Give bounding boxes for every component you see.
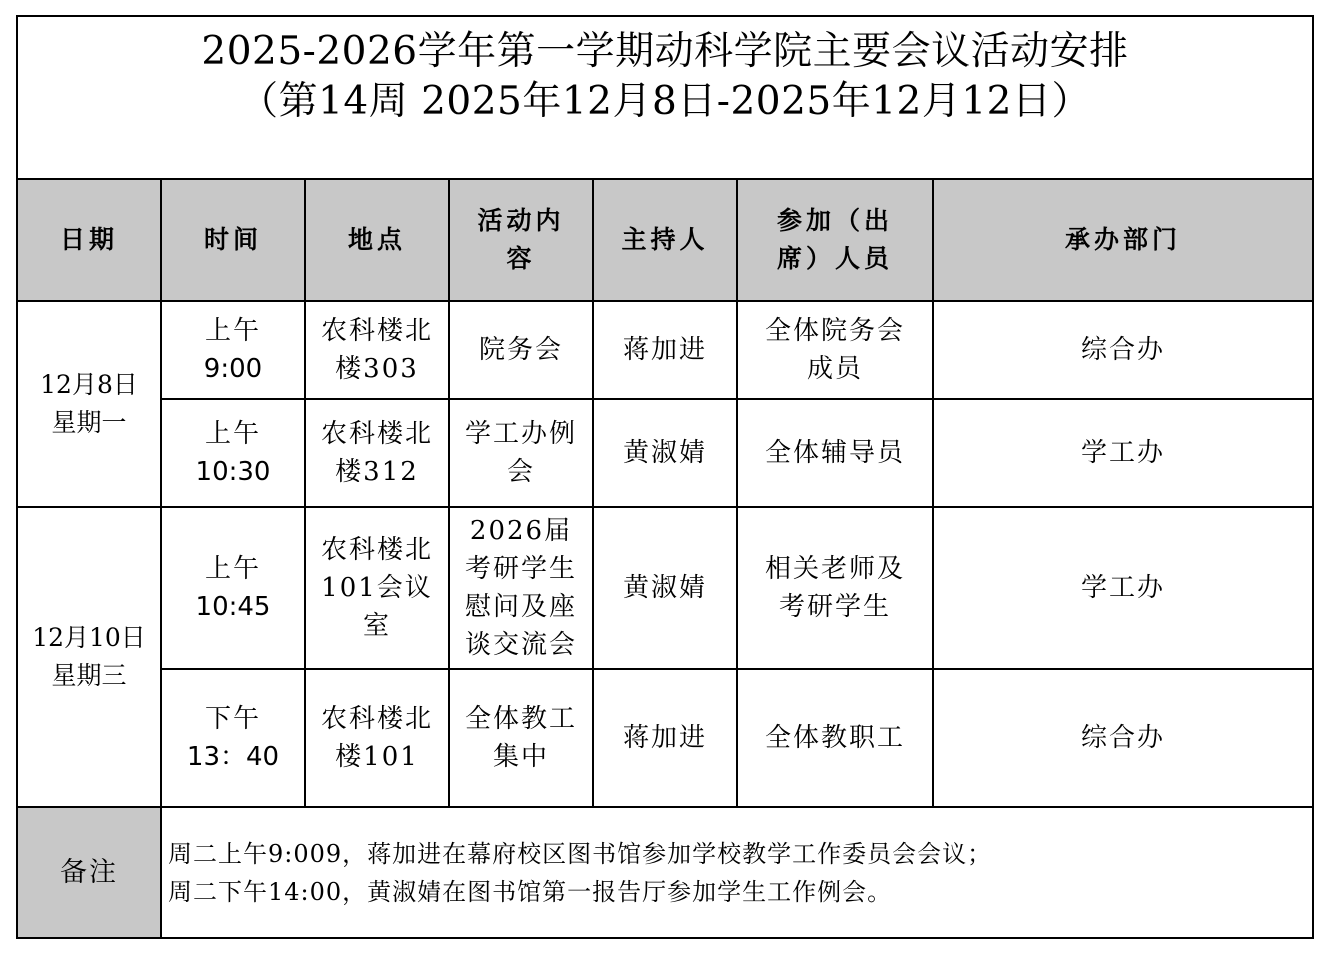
page-title: 2025-2026学年第一学期动科学院主要会议活动安排 xyxy=(201,29,1129,74)
header-attendees: 参加（出席）人员 xyxy=(737,179,933,301)
header-content: 活动内容 xyxy=(449,179,593,301)
note-line: 周二下午14:00，黄淑婧在图书馆第一报告厅参加学生工作例会。 xyxy=(168,877,893,906)
host-cell: 蒋加进 xyxy=(593,301,737,399)
dept-cell: 综合办 xyxy=(933,669,1313,807)
attendees-cell: 全体辅导员 xyxy=(737,399,933,507)
date-text: 12月8日 xyxy=(40,370,138,399)
note-line: 周二上午9:009，蒋加进在幕府校区图书馆参加学校教学工作委员会会议； xyxy=(168,839,993,868)
dept-cell: 学工办 xyxy=(933,399,1313,507)
date-cell xyxy=(17,507,161,807)
dept-cell: 综合办 xyxy=(933,301,1313,399)
time-cell: 下午 13：40 xyxy=(161,669,305,807)
place-cell: 农科楼北101会议室 xyxy=(305,507,449,669)
header-row xyxy=(17,179,1313,301)
table-row xyxy=(17,399,1313,507)
header-dept: 承办部门 xyxy=(933,179,1313,301)
content-cell: 全体教工集中 xyxy=(449,669,593,807)
attendees-cell: 相关老师及考研学生 xyxy=(737,507,933,669)
table-row xyxy=(17,507,1313,669)
host-cell: 蒋加进 xyxy=(593,669,737,807)
notes-label: 备注 xyxy=(17,807,161,938)
place-cell: 农科楼北楼101 xyxy=(305,669,449,807)
header-date: 日期 xyxy=(17,179,161,301)
attendees-cell: 全体院务会成员 xyxy=(737,301,933,399)
time-cell: 上午 9:00 xyxy=(161,301,305,399)
host-cell: 黄淑婧 xyxy=(593,399,737,507)
weekday-text: 星期三 xyxy=(51,661,127,690)
place-cell: 农科楼北楼312 xyxy=(305,399,449,507)
table-row xyxy=(17,669,1313,807)
title-cell xyxy=(17,16,1313,179)
content-cell: 学工办例会 xyxy=(449,399,593,507)
page-subtitle: （第14周 2025年12月8日-2025年12月12日） xyxy=(239,79,1091,124)
content-cell: 院务会 xyxy=(449,301,593,399)
header-host: 主持人 xyxy=(593,179,737,301)
content-cell: 2026届考研学生慰问及座谈交流会 xyxy=(449,507,593,669)
notes-row xyxy=(17,807,1313,938)
table-row xyxy=(17,301,1313,399)
header-time: 时间 xyxy=(161,179,305,301)
dept-cell: 学工办 xyxy=(933,507,1313,669)
attendees-cell: 全体教职工 xyxy=(737,669,933,807)
time-cell: 上午 10:45 xyxy=(161,507,305,669)
header-place: 地点 xyxy=(305,179,449,301)
schedule-table xyxy=(16,15,1314,939)
weekday-text: 星期一 xyxy=(51,408,127,437)
place-cell: 农科楼北楼303 xyxy=(305,301,449,399)
host-cell: 黄淑婧 xyxy=(593,507,737,669)
notes-text xyxy=(161,807,1313,938)
date-text: 12月10日 xyxy=(32,623,146,652)
date-cell xyxy=(17,301,161,507)
time-cell: 上午 10:30 xyxy=(161,399,305,507)
